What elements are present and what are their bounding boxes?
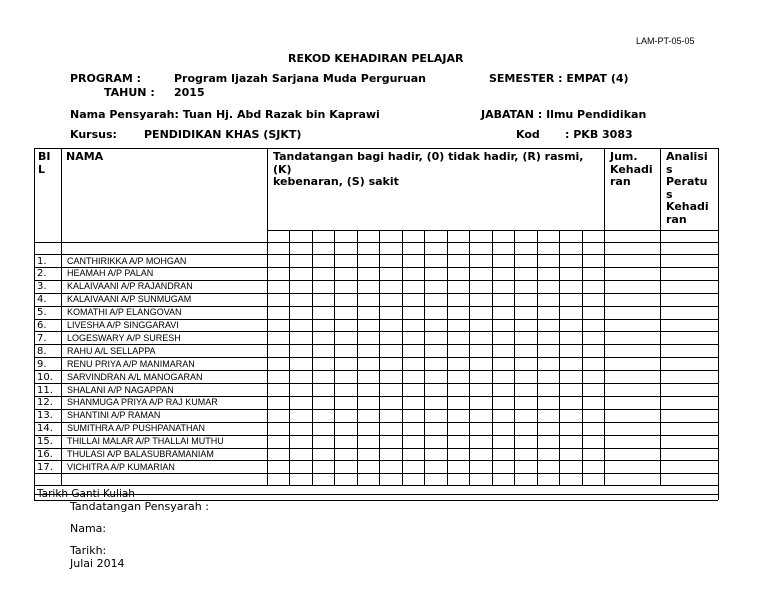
row-bil: 4. [37,294,47,306]
row-bil: 16. [37,449,53,460]
program-value: Program Ijazah Sarjana Muda Perguruan [174,72,426,85]
row-bil: 17. [37,461,53,473]
header-tandatangan [273,151,603,189]
course-label: Kursus: [70,128,117,141]
row-student-name: KOMATHI A/P ELANGOVAN [67,307,182,318]
row-student-name: SUMITHRA A/P PUSHPANATHAN [67,423,206,434]
tahun-label: TAHUN : [104,86,155,99]
header-bil-line: BI [38,150,51,163]
semester-field: SEMESTER : EMPAT (4) [489,72,629,85]
department-field: JABATAN : Ilmu Pendidikan [481,108,647,121]
header-jumlah-kehadiran-line: Kehadi [610,162,653,176]
date-label: Tarikh: [70,544,107,557]
table-vline [718,148,719,500]
table-hline [34,242,718,243]
row-student-name: LIVESHA A/P SINGGARAVI [67,320,179,330]
row-bil: 7. [37,332,47,344]
makeup-class-date-label: Tarikh Ganti Kuliah [37,488,135,500]
header-analisis-peratus-line: s [666,187,673,201]
name-label: Nama: [70,522,107,535]
lecturer-signature-label: Tandatangan Pensyarah : [70,500,209,513]
row-bil: 1. [37,255,47,267]
program-label: PROGRAM : [70,72,142,85]
row-student-name: KALAIVAANI A/P RAJANDRAN [67,281,193,292]
table-hline [267,230,718,231]
row-student-name: RENU PRIYA A/P MANIMARAN [67,358,195,369]
row-bil: 11. [37,384,53,396]
row-student-name: HEAMAH A/P PALAN [67,268,154,279]
row-bil: 15. [37,436,53,448]
row-bil: 2. [37,268,47,280]
table-hline [34,331,718,332]
header-bil-line: L [38,162,46,176]
row-student-name: SHANTINI A/P RAMAN [67,410,161,421]
row-student-name: LOGESWARY A/P SURESH [67,332,181,343]
row-student-name: THULASI A/P BALASUBRAMANIAM [67,449,214,459]
row-student-name: THILLAI MALAR A/P THALLAI MUTHU [67,436,224,447]
tahun-value: 2015 [174,86,205,99]
row-bil: 14. [37,423,53,435]
date-value: Julai 2014 [70,557,125,570]
document-code: LAM-PT-05-05 [636,36,695,46]
table-hline [34,148,718,149]
row-student-name: KALAIVAANI A/P SUNMUGAM [67,294,192,305]
course-value: PENDIDIKAN KHAS (SJKT) [144,128,302,141]
header-analisis-peratus [666,151,716,226]
table-hline [34,494,718,495]
table-hline [34,485,718,486]
header-analisis-peratus-line: Kehadi [666,200,709,213]
row-bil: 5. [37,307,47,319]
row-student-name: VICHITRA A/P KUMARIAN [67,461,175,472]
row-bil: 10. [37,371,53,383]
attendance-table [34,148,718,500]
row-student-name: SHALANI A/P NAGAPPAN [67,384,174,395]
row-bil: 8. [37,345,47,357]
row-student-name: RAHU A/L SELLAPPA [67,345,156,356]
header-jumlah-kehadiran-line: Jum. [610,150,638,163]
header-analisis-peratus-line: ran [666,212,687,226]
table-hline [34,460,718,461]
header-nama [66,151,256,164]
header-analisis-peratus-line: Peratu [666,175,708,188]
code-value: : PKB 3083 [565,128,633,141]
row-bil: 12. [37,397,53,409]
header-analisis-peratus-line: s [666,162,673,176]
row-student-name: SHANMUGA PRIYA A/P RAJ KUMAR [67,397,218,408]
lecturer-name: Nama Pensyarah: Tuan Hj. Abd Razak bin Kaprawi [70,108,380,121]
header-nama-line: NAMA [66,150,104,163]
code-label: Kod [516,128,540,141]
header-jumlah-kehadiran [610,151,658,189]
row-bil: 6. [37,320,47,331]
row-bil: 13. [37,410,53,422]
row-student-name: SARVINDRAN A/L MANOGARAN [67,371,203,382]
row-bil: 9. [37,358,47,370]
row-bil: 3. [37,281,47,293]
header-bil [38,151,60,176]
header-tandatangan-line: Tandatangan bagi hadir, (0) tidak hadir, (R) rasmi, (K) [273,150,584,176]
table-hline [34,473,718,474]
header-analisis-peratus-line: Analisi [666,150,708,163]
row-student-name: CANTHIRIKKA A/P MOHGAN [67,255,187,266]
header-tandatangan-line: kebenaran, (S) sakit [273,175,399,188]
page-title: REKOD KEHADIRAN PELAJAR [288,52,464,65]
header-jumlah-kehadiran-line: ran [610,175,631,188]
